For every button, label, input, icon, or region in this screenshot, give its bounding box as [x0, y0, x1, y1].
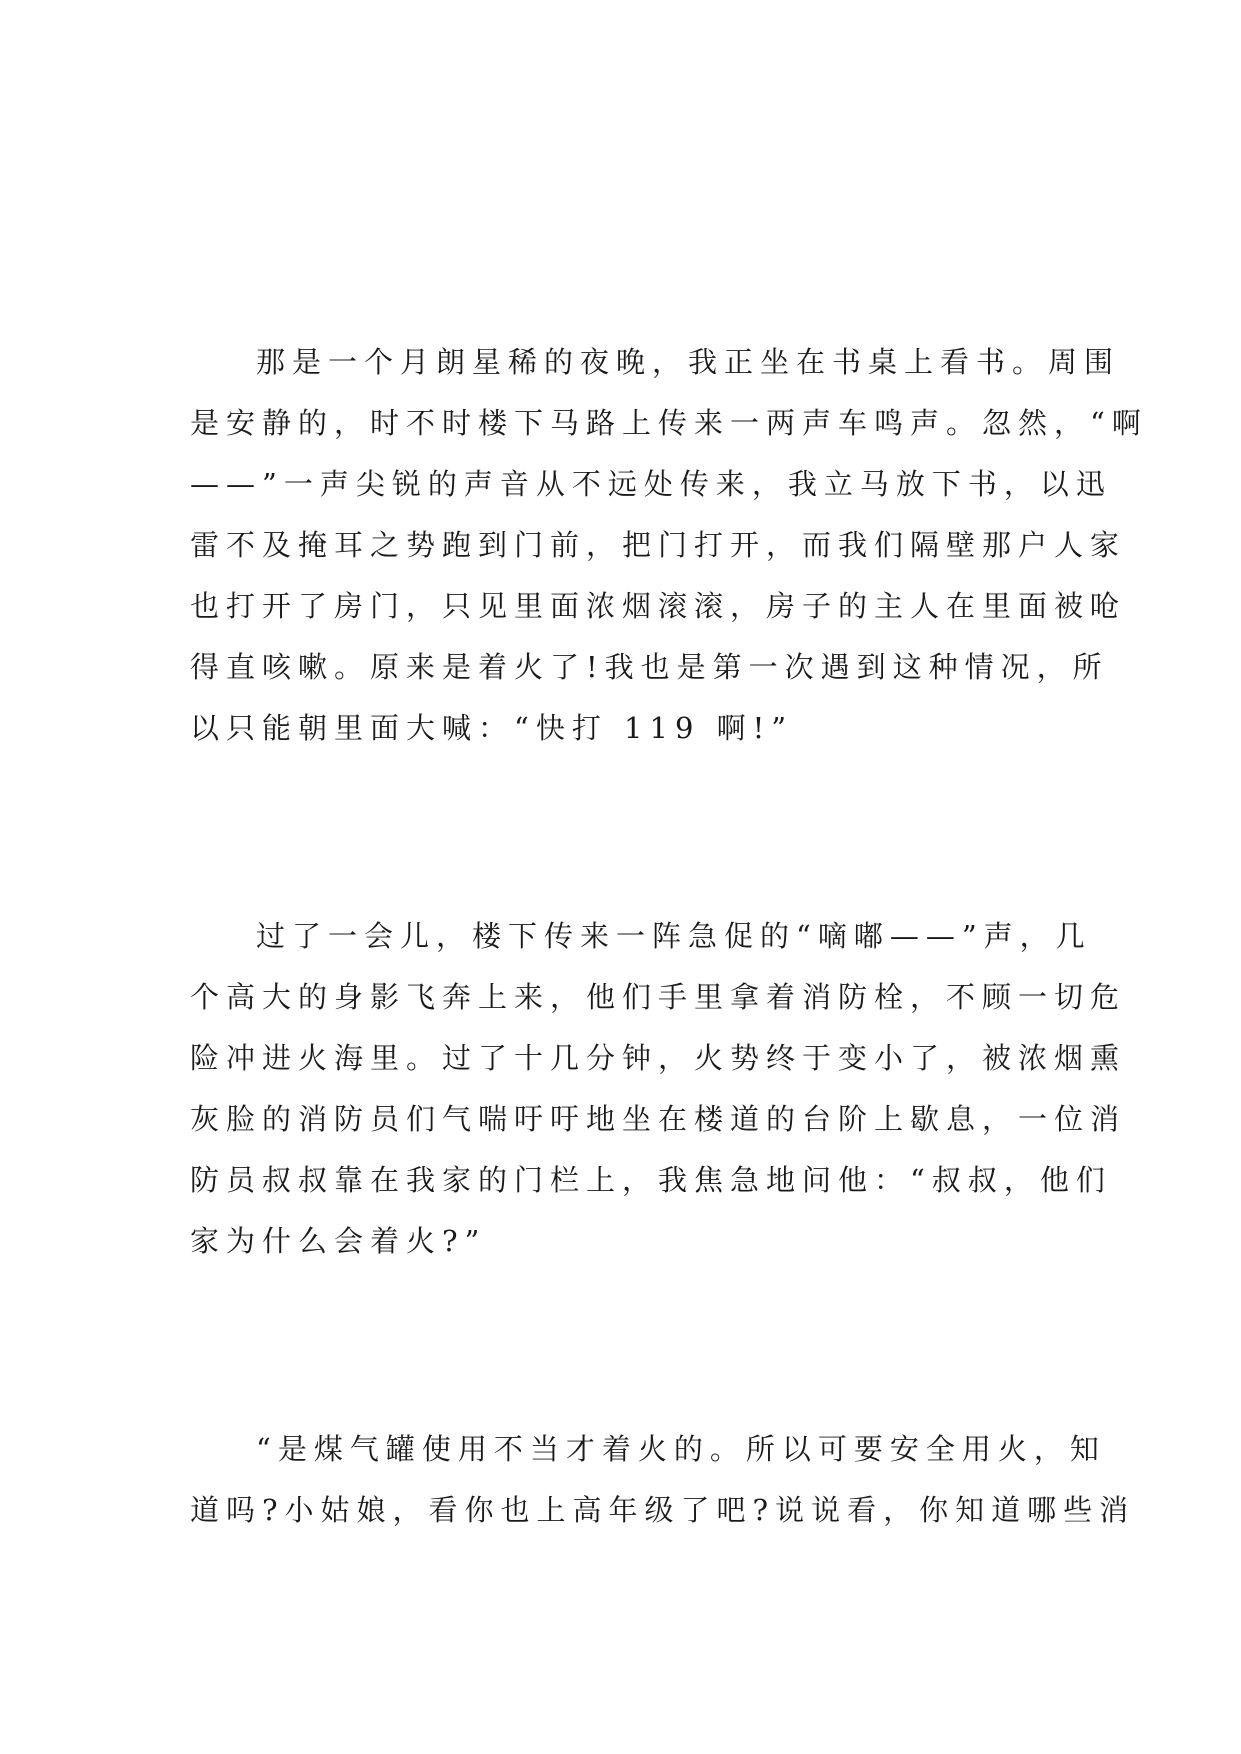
text-line: 道吗?小姑娘，看你也上高年级了吧?说说看，你知道哪些消: [190, 1493, 1136, 1527]
text-line: 以只能朝里面大喊：“快打 119 啊!”: [190, 711, 794, 745]
paragraph: [190, 906, 1127, 1272]
text-line: 个高大的身影飞奔上来，他们手里拿着消防栓，不顾一切危: [190, 980, 1127, 1014]
text-line: 得直咳嗽。原来是着火了!我也是第一次遇到这种情况，所: [190, 650, 1109, 684]
text-line: 那是一个月朗星稀的夜晚，我正坐在书桌上看书。周围: [256, 345, 1121, 379]
text-line: 防员叔叔靠在我家的门栏上，我焦急地问他：“叔叔，他们: [190, 1163, 1112, 1197]
text-line: 险冲进火海里。过了十几分钟，火势终于变小了，被浓烟熏: [190, 1041, 1127, 1075]
text-line: 是安静的，时不时楼下马路上传来一两声车鸣声。忽然，“啊: [190, 406, 1148, 440]
text-line: 雷不及掩耳之势跑到门前，把门打开，而我们隔壁那户人家: [190, 528, 1127, 562]
text-line: 也打开了房门，只见里面浓烟滚滚，房子的主人在里面被呛: [190, 589, 1127, 623]
text-line: 过了一会儿，楼下传来一阵急促的“嘀嘟——”声，几: [256, 919, 1092, 953]
paragraph: [190, 1419, 1136, 1541]
text-line: 灰脸的消防员们气喘吁吁地坐在楼道的台阶上歇息，一位消: [190, 1102, 1127, 1136]
text-line: ——”一声尖锐的声音从不远处传来，我立马放下书，以迅: [190, 467, 1112, 501]
text-line: “是煤气罐使用不当才着火的。所以可要安全用火，知: [256, 1432, 1106, 1466]
text-line: 家为什么会着火?”: [190, 1224, 487, 1258]
paragraph: [190, 332, 1148, 759]
